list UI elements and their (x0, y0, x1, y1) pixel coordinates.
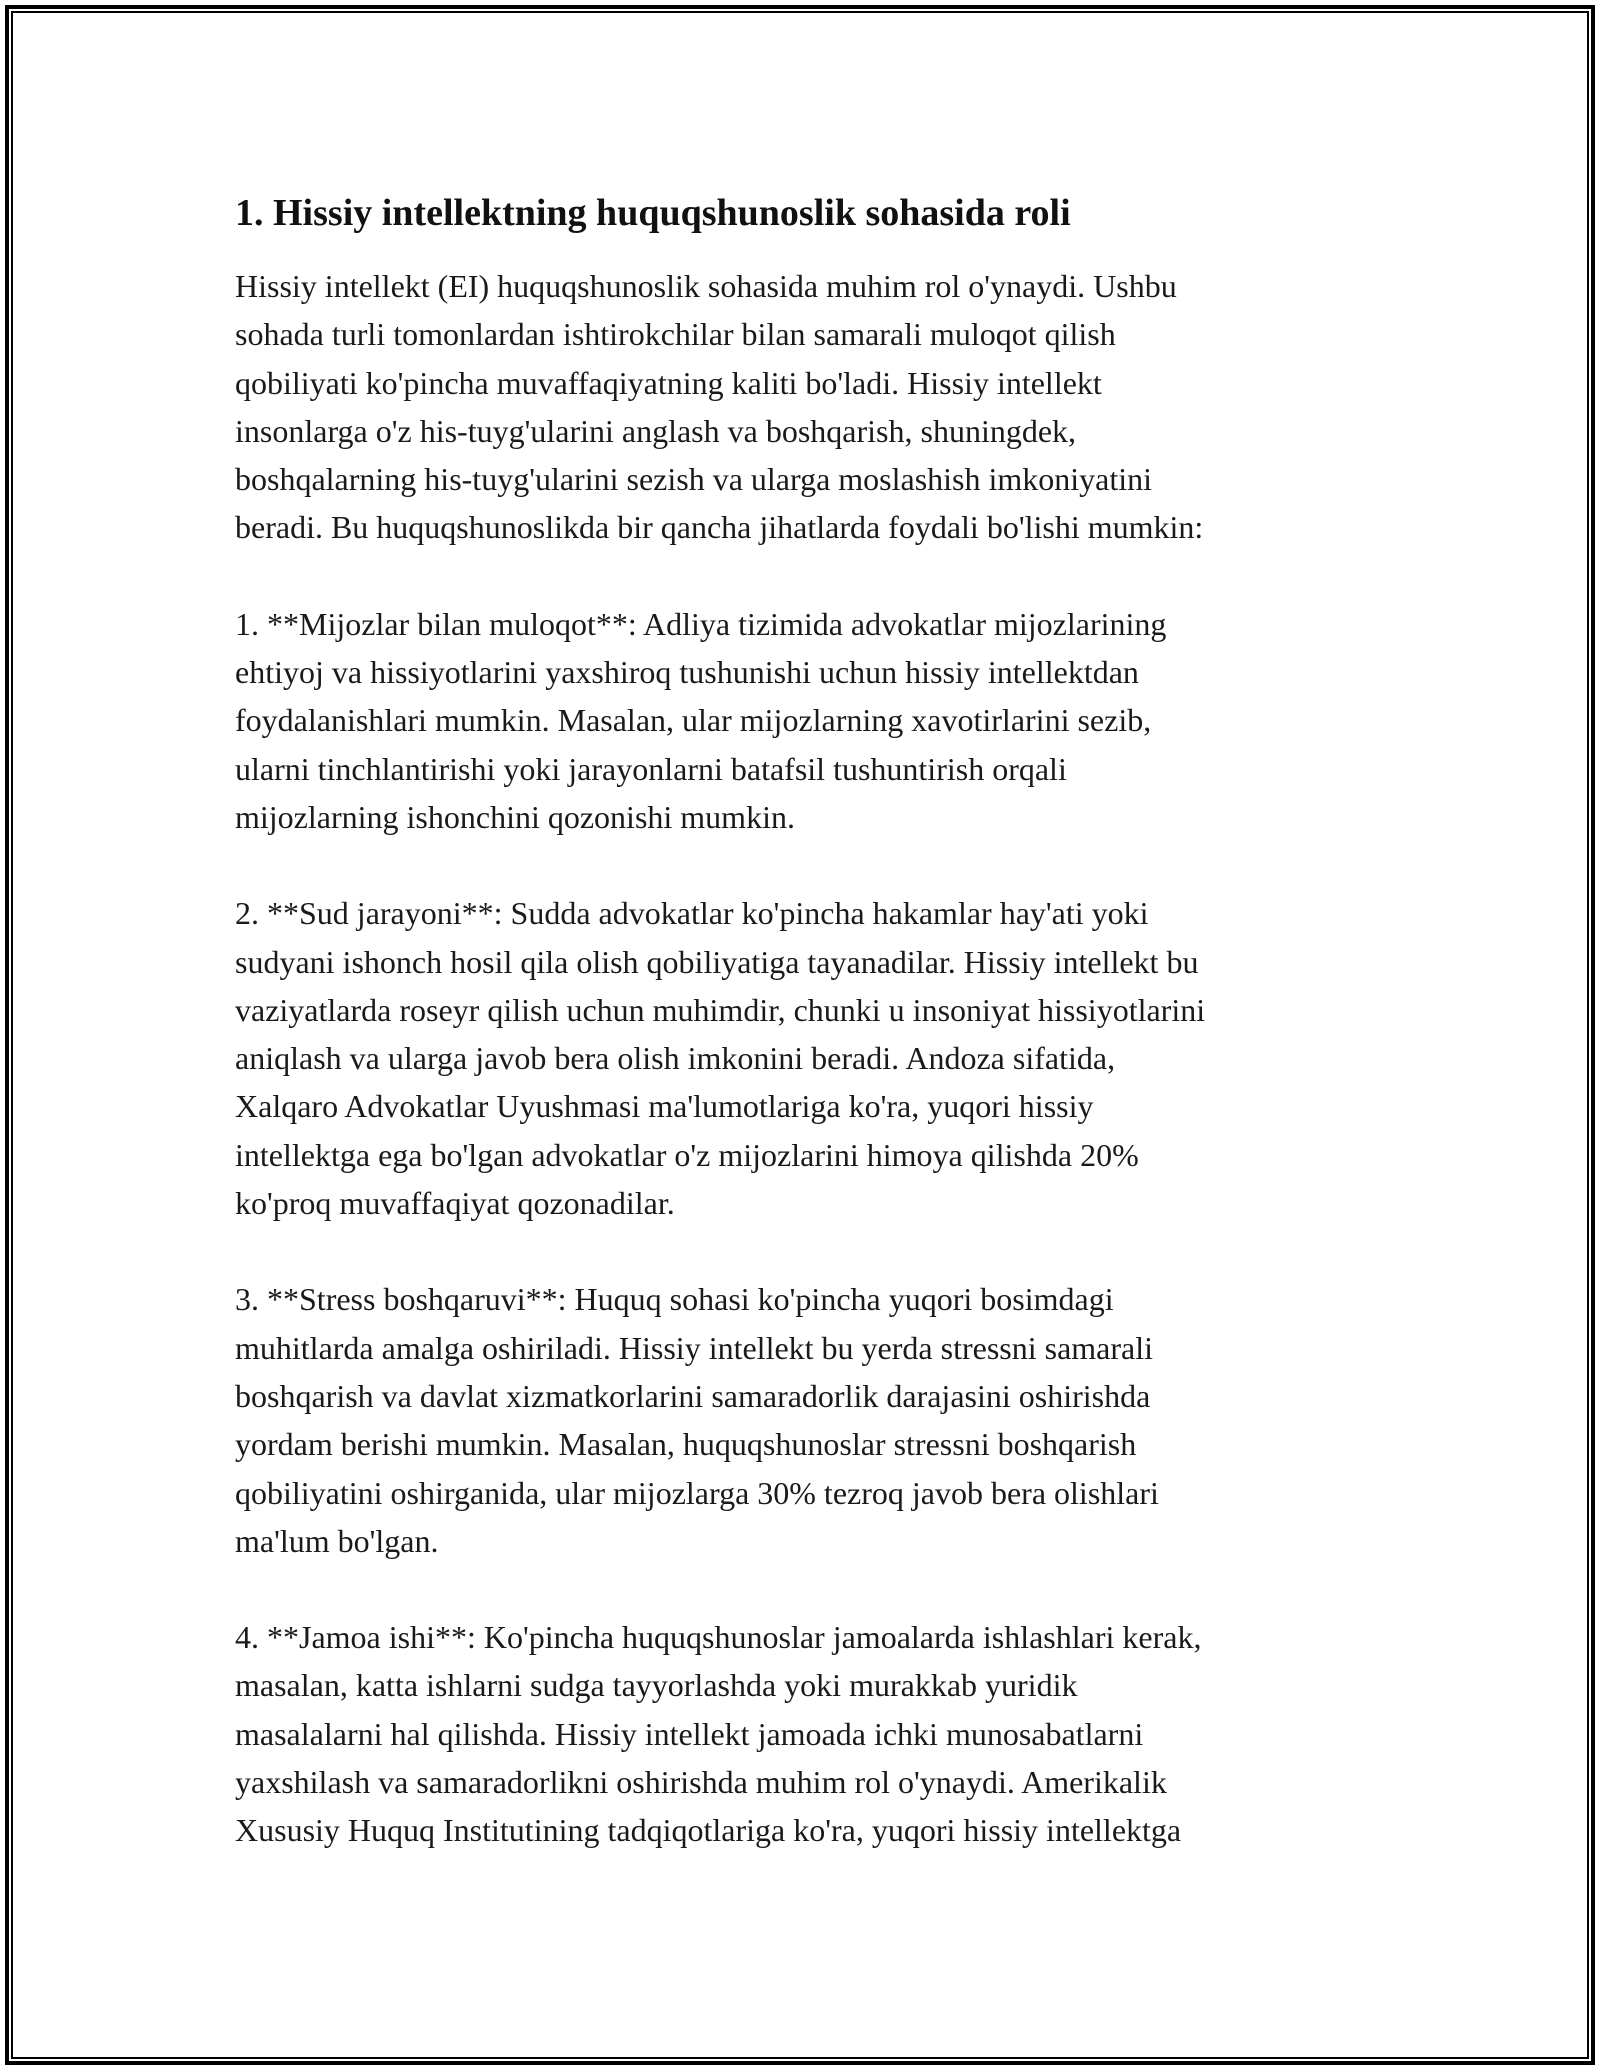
text-line: masalalarni hal qilishda. Hissiy intellekt jamoada ichki munosabatlarni (235, 1715, 1144, 1752)
text-line: ma'lum bo'lgan. (235, 1522, 439, 1559)
intro-paragraph (235, 262, 1385, 552)
text-line: qobiliyati ko'pincha muvaffaqiyatning kaliti bo'ladi. Hissiy intellekt (235, 364, 1102, 401)
text-line: 4. **Jamoa ishi**: Ko'pincha huquqshunoslar jamoalarda ishlashlari kerak, (235, 1619, 1202, 1656)
point-teamwork (235, 1613, 1385, 1854)
text-line: masalan, katta ishlarni sudga tayyorlashda yoki murakkab yuridik (235, 1667, 1078, 1704)
text-line: 3. **Stress boshqaruvi**: Huquq sohasi ko'pincha yuqori bosimdagi (235, 1281, 1114, 1318)
text-line: ularni tinchlantirishi yoki jarayonlarni batafsil tushuntirish orqali (235, 750, 1067, 787)
text-line: ko'proq muvaffaqiyat qozonadilar. (235, 1185, 675, 1222)
point-stress-management (235, 1275, 1385, 1565)
document-body (235, 186, 1385, 1903)
text-line: aniqlash va ularga javob bera olish imkonini beradi. Andoza sifatida, (235, 1040, 1116, 1077)
text-line: 2. **Sud jarayoni**: Sudda advokatlar ko'pincha hakamlar hay'ati yoki (235, 895, 1149, 932)
text-line: insonlarga o'z his-tuyg'ularini anglash va boshqarish, shuningdek, (235, 412, 1077, 449)
point-court-process (235, 889, 1385, 1227)
text-line: Hissiy intellekt (EI) huquqshunoslik sohasida muhim rol o'ynaydi. Ushbu (235, 268, 1177, 304)
text-line: yaxshilash va samaradorlikni oshirishda muhim rol o'ynaydi. Amerikalik (235, 1764, 1167, 1801)
text-line: Xususiy Huquq Institutining tadqiqotlariga ko'ra, yuqori hissiy intellektga (235, 1812, 1182, 1849)
text-line: boshqalarning his-tuyg'ularini sezish va ularga moslashish imkoniyatini (235, 461, 1153, 498)
text-line: mijozlarning ishonchini qozonishi mumkin. (235, 798, 795, 835)
point-client-communication (235, 600, 1385, 841)
text-line: Xalqaro Advokatlar Uyushmasi ma'lumotlariga ko'ra, yuqori hissiy (235, 1088, 1094, 1125)
text-line: sohada turli tomonlardan ishtirokchilar bilan samarali muloqot qilish (235, 316, 1116, 353)
text-line: sudyani ishonch hosil qila olish qobiliyatiga tayanadilar. Hissiy intellekt bu (235, 943, 1199, 980)
text-line: foydalanishlari mumkin. Masalan, ular mijozlarning xavotirlarini sezib, (235, 702, 1152, 739)
text-line: 1. **Mijozlar bilan muloqot**: Adliya tizimida advokatlar mijozlarining (235, 605, 1167, 642)
section-heading: 1. Hissiy intellektning huquqshunoslik sohasida roli (235, 192, 1071, 234)
text-line: qobiliyatini oshirganida, ular mijozlarga 30% tezroq javob bera olishlari (235, 1474, 1159, 1511)
text-line: boshqarish va davlat xizmatkorlarini samaradorlik darajasini oshirishda (235, 1377, 1151, 1414)
text-line: vaziyatlarda roseyr qilish uchun muhimdir, chunki u insoniyat hissiyotlarini (235, 991, 1206, 1028)
text-line: muhitlarda amalga oshiriladi. Hissiy intellekt bu yerda stressni samarali (235, 1329, 1153, 1366)
text-line: yordam berishi mumkin. Masalan, huquqshunoslar stressni boshqarish (235, 1426, 1137, 1463)
text-line: intellektga ega bo'lgan advokatlar o'z mijozlarini himoya qilishda 20% (235, 1136, 1139, 1173)
text-line: beradi. Bu huquqshunoslikda bir qancha jihatlarda foydali bo'lishi mumkin: (235, 509, 1204, 546)
text-line: ehtiyoj va hissiyotlarini yaxshiroq tushunishi uchun hissiy intellektdan (235, 654, 1139, 691)
